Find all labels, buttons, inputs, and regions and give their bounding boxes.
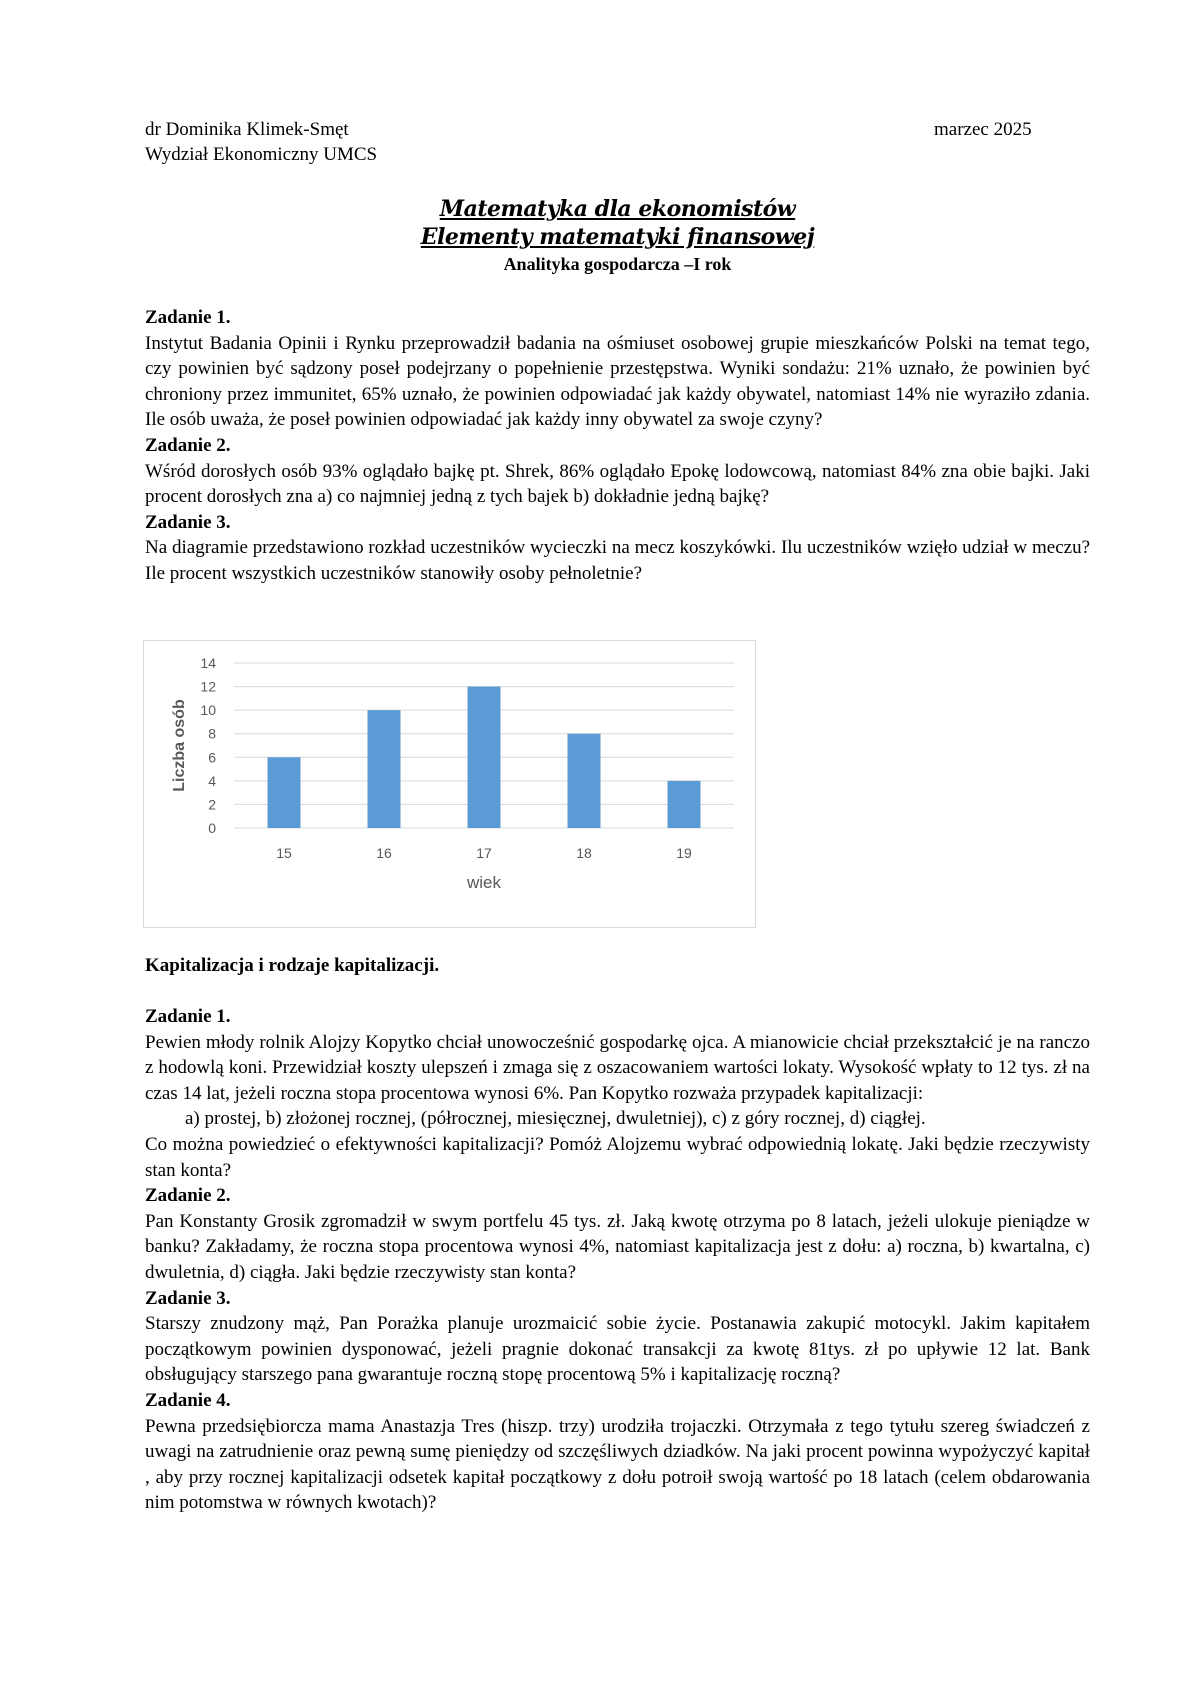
task-text: Pan Konstanty Grosik zgromadził w swym portfelu 45 tys. zł. Jaką kwotę otrzyma po 8 latach, jeżeli ulokuje pieniądze w banku? Zakładamy, że roczna stopa procentowa wynosi 4%, natomiast kapitalizacja jest z dołu: a) roczna, b) kwartalna, c) dwuletnia, d) ciągła. Jaki będzie rzeczywisty stan konta? [145,1210,1090,1283]
task-text: Co można powiedzieć o efektywności kapitalizacji? Pomóż Alojzemu wybrać odpowiednią lokatę. Jaki będzie rzeczywisty stan konta? [145,1133,1090,1181]
faculty-name: Wydział Ekonomiczny UMCS [145,144,378,165]
topic-title: Elementy matematyki finansowej [420,224,815,250]
task-text: Na diagramie przedstawiono rozkład uczestników wycieczki na mecz koszykówki. Ilu uczestników wzięło udział w meczu? Ile procent wszystkich uczestników stanowiły osoby pełnoletnie? [145,537,1090,584]
bar [468,687,501,828]
task-options: a) prostej, b) złożonej rocznej, (półrocznej, miesięcznej, dwuletniej), c) z góry rocznej, d) ciągłej. [185,1108,926,1130]
task-text: Wśród dorosłych osób 93% oglądało bajkę pt. Shrek, 86% oglądało Epokę lodowcową, natomiast 84% zna obie bajki. Jaki procent dorosłych zna a) co najmniej jedną z tych bajek b) dokładnie jedną bajkę? [145,460,1090,508]
task-heading: Zadanie 3. [145,511,231,533]
bar [268,757,301,828]
task-heading: Zadanie 1. [145,307,231,328]
x-axis-label: wiek [466,873,502,892]
task-heading: Zadanie 4. [145,1389,231,1411]
course-title: Matematyka dla ekonomistów [439,196,796,222]
bar [368,710,401,828]
task-text: Instytut Badania Opinii i Rynku przeprowadził badania na ośmiuset osobowej grupie mieszkańców Polski na temat tego, czy powinien być sądzony poseł podejrzany o popełnienie przestępstwa. Wyniki sondażu: 21% uznało, że powinien być chroniony przez immunitet, 65% uznało, że powinien odpowiadać jak każdy obywatel, natomiast 14% nie wyraziło zdania. Ile osób uważa, że poseł powinien odpowiadać jak każdy inny obywatel za swoje czyny? [145,332,1090,431]
x-tick-label: 15 [276,845,292,861]
y-tick-label: 6 [208,749,216,766]
x-tick-label: 16 [376,845,392,861]
author-name: dr Dominika Klimek-Smęt [145,119,349,140]
bar [668,781,701,828]
y-tick-label: 0 [208,820,216,836]
bar [568,734,601,828]
x-tick-label: 19 [676,845,692,861]
part1-tasks [145,305,1090,587]
y-tick-label: 14 [200,655,216,671]
y-tick-label: 2 [208,796,216,813]
task-text: Pewna przedsiębiorcza mama Anastazja Tres (hiszp. trzy) urodziła trojaczki. Otrzymała z tego tytułu szereg świadczeń z uwagi na zatrudnienie oraz pewną sumę pieniędzy od szczęśliwych dziadków. Na jaki procent powinna wypożyczyć kapitał , aby przy rocznej kapitalizacji odsetek kapitał początkowy z dołu potroił swoją wartość po 18 latach (celem obdarowania nim potomstwa w równych kwotach)? [145,1415,1090,1514]
y-axis-label: Liczba osób [171,699,188,792]
y-tick-label: 12 [200,678,216,695]
task-text: Pewien młody rolnik Alojzy Kopytko chciał unowocześnić gospodarkę ojca. A mianowicie chciał przekształcić je na ranczo z hodowlą koni. Przewidział koszty ulepszeń i zmaga się z oszacowaniem wartości lokaty. Wysokość wpłaty to 12 tys. zł na czas 14 lat, jeżeli roczna stopa procentowa wynosi 6%. Pan Kopytko rozważa przypadek kapitalizacji: [145,1031,1090,1104]
task-heading: Zadanie 2. [145,1185,231,1207]
y-tick-label: 10 [200,702,216,719]
author-block [145,117,377,167]
document-date: marzec 2025 [934,119,1032,140]
section-title: Kapitalizacja i rodzaje kapitalizacji. [145,955,440,976]
task-text: Starszy znudzony mąż, Pan Porażka planuje urozmaicić sobie życie. Postanawia zakupić motocykl. Jakim kapitałem początkowym powinien dysponować, jeżeli pragnie dokonać transakcji za kwotę 81tys. zł po upływie 12 lat. Bank obsługujący starszego pana gwarantuje roczną stopę procentową 5% i kapitalizację roczną? [145,1313,1090,1386]
task-heading: Zadanie 3. [145,1287,231,1309]
age-distribution-chart [143,640,756,928]
y-tick-label: 4 [208,772,216,789]
title-block [145,195,1090,277]
y-tick-label: 8 [208,725,216,742]
part2-tasks [145,1004,1090,1516]
program-title: Analityka gospodarcza –I rok [503,254,732,274]
x-tick-label: 18 [576,845,592,861]
task-heading: Zadanie 2. [145,434,231,456]
x-tick-label: 17 [476,845,492,861]
task-heading: Zadanie 1. [145,1006,231,1027]
chart-svg [144,641,755,927]
